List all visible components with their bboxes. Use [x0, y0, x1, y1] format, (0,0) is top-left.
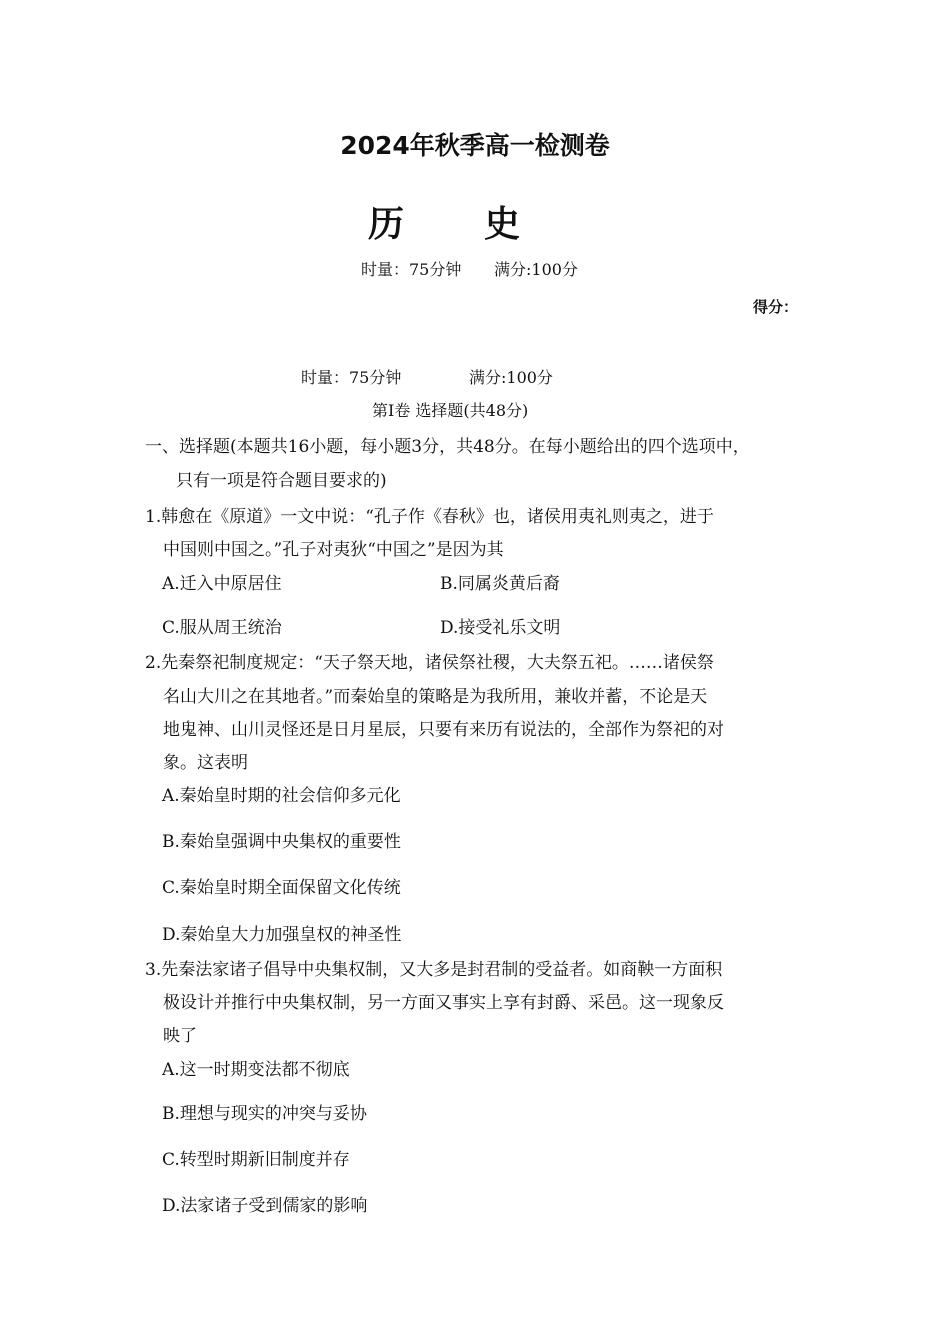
question-3-option-a: A.这一时期变法都不彻底	[162, 1060, 350, 1080]
score-label: 得分：	[753, 298, 799, 316]
question-1-option-a: A.迁入中原居住	[162, 574, 282, 594]
instruction-line-1: 一、选择题(本题共16小题，每小题3分，共48分。在每小题给出的四个选项中，	[145, 437, 750, 457]
question-1-option-c: C.服从周王统治	[162, 618, 282, 638]
part-title: 第Ⅰ卷 选择题(共48分)	[372, 401, 529, 420]
question-2-option-d: D.秦始皇大力加强皇权的神圣性	[162, 925, 402, 945]
question-3-stem-line-2: 极设计并推行中央集权制，另一方面又事实上享有封爵、采邑。这一现象反	[163, 993, 724, 1013]
question-2-stem-line-2: 名山大川之在其地者。”而秦始皇的策略是为我所用，兼收并蓄，不论是天	[163, 687, 708, 707]
question-2-option-c: C.秦始皇时期全面保留文化传统	[162, 878, 401, 898]
instruction-line-2: 只有一项是符合题目要求的)	[176, 471, 387, 491]
subject-char-2: 史	[484, 204, 521, 245]
question-1-stem-line-2: 中国则中国之。”孔子对夷狄“中国之”是因为其	[163, 540, 504, 560]
question-3-option-b: B.理想与现实的冲突与妥协	[162, 1104, 367, 1124]
question-1-stem-line-1: 1.韩愈在《原道》一文中说：“孔子作《春秋》也，诸侯用夷礼则夷之，进于	[145, 507, 714, 527]
exam-title: 2024年秋季高一检测卷	[340, 131, 610, 160]
header-full-score: 满分:100分	[494, 260, 578, 279]
question-2-option-a: A.秦始皇时期的社会信仰多元化	[162, 786, 401, 806]
question-2-stem-line-3: 地鬼神、山川灵怪还是日月星辰，只要有来历有说法的，全部作为祭祀的对	[163, 720, 724, 740]
question-1-option-b: B.同属炎黄后裔	[440, 574, 560, 594]
question-3-stem-line-1: 3.先秦法家诸子倡导中央集权制，又大多是封君制的受益者。如商鞅一方面积	[145, 960, 723, 980]
subject-char-1: 历	[368, 204, 405, 245]
section-time: 时量：75分钟	[301, 368, 402, 387]
question-3-stem-line-3: 映了	[163, 1026, 197, 1046]
question-2-stem-line-1: 2.先秦祭祀制度规定：“天子祭天地，诸侯祭社稷，大夫祭五祀。……诸侯祭	[145, 653, 714, 673]
section-full-score: 满分:100分	[469, 368, 553, 387]
question-3-option-d: D.法家诸子受到儒家的影响	[162, 1196, 368, 1216]
question-2-option-b: B.秦始皇强调中央集权的重要性	[162, 832, 401, 852]
question-3-option-c: C.转型时期新旧制度并存	[162, 1150, 350, 1170]
question-2-stem-line-4: 象。这表明	[163, 753, 248, 773]
header-time: 时量：75分钟	[361, 260, 462, 279]
question-1-option-d: D.接受礼乐文明	[440, 618, 561, 638]
